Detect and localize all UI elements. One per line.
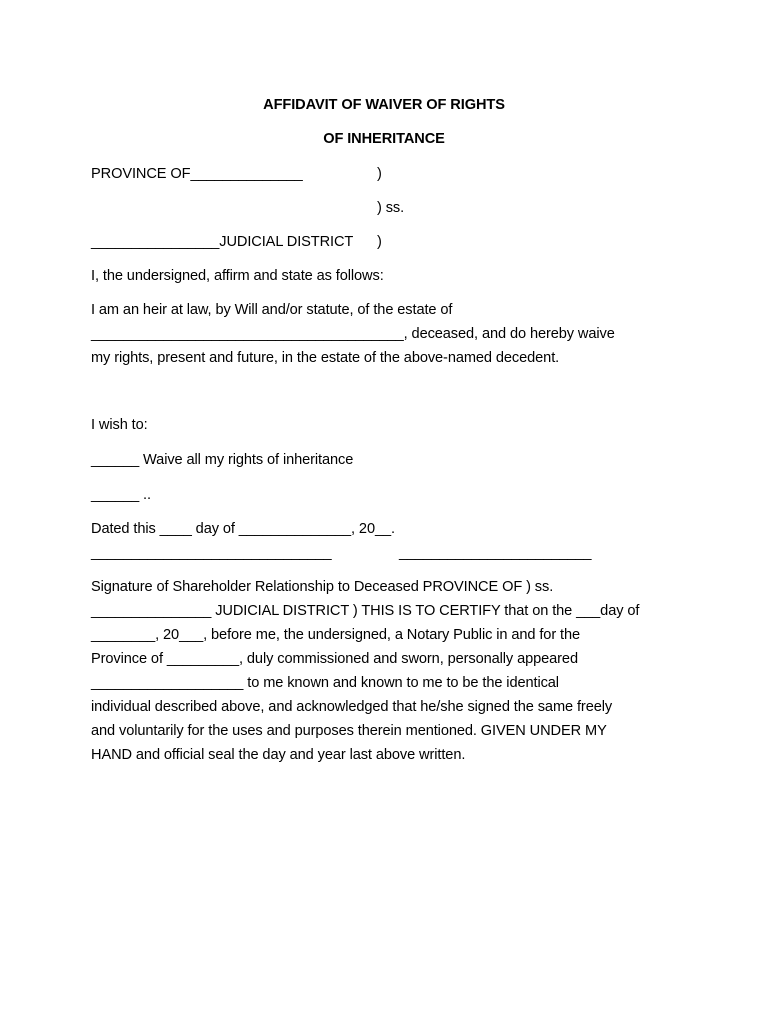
signature-blank-left: ______________________________ <box>91 545 332 561</box>
notary-paragraph-line: individual described above, and acknowledged that he/she signed the same freely <box>91 699 613 715</box>
heir-paragraph-line: I am an heir at law, by Will and/or statute, of the estate of <box>91 302 453 318</box>
notary-paragraph-line: and voluntarily for the uses and purposes therein mentioned. GIVEN UNDER MY <box>91 723 607 739</box>
notary-paragraph-line: HAND and official seal the day and year last above written. <box>91 747 466 763</box>
province-line: PROVINCE OF______________ <box>91 166 303 182</box>
notary-paragraph-line: _______________ JUDICIAL DISTRICT ) THIS IS TO CERTIFY that on the ___day of <box>91 603 640 619</box>
document-subtitle: OF INHERITANCE <box>323 131 445 147</box>
signature-blank-right: ________________________ <box>399 545 592 561</box>
heir-paragraph-line: _______________________________________, deceased, and do hereby waive <box>91 326 615 342</box>
affirm-statement: I, the undersigned, affirm and state as follows: <box>91 268 384 284</box>
ss-line: ) ss. <box>377 200 405 216</box>
heir-paragraph-line: my rights, present and future, in the estate of the above-named decedent. <box>91 350 560 366</box>
wish-heading: I wish to: <box>91 417 148 433</box>
notary-paragraph-line: ________, 20___, before me, the undersigned, a Notary Public in and for the <box>91 627 581 643</box>
venue-paren: ) <box>377 166 382 182</box>
venue-paren: ) <box>377 234 382 250</box>
dated-line: Dated this ____ day of ______________, 20__. <box>91 521 395 537</box>
notary-paragraph-line: Signature of Shareholder Relationship to Deceased PROVINCE OF ) ss. <box>91 579 554 595</box>
document-title: AFFIDAVIT OF WAIVER OF RIGHTS <box>263 97 505 113</box>
notary-paragraph-line: ___________________ to me known and known to me to be the identical <box>91 675 559 691</box>
district-line: ________________JUDICIAL DISTRICT <box>91 234 354 250</box>
other-option: ______ .. <box>91 487 151 503</box>
notary-paragraph-line: Province of _________, duly commissioned and sworn, personally appeared <box>91 651 578 667</box>
waive-option: ______ Waive all my rights of inheritance <box>91 452 354 468</box>
